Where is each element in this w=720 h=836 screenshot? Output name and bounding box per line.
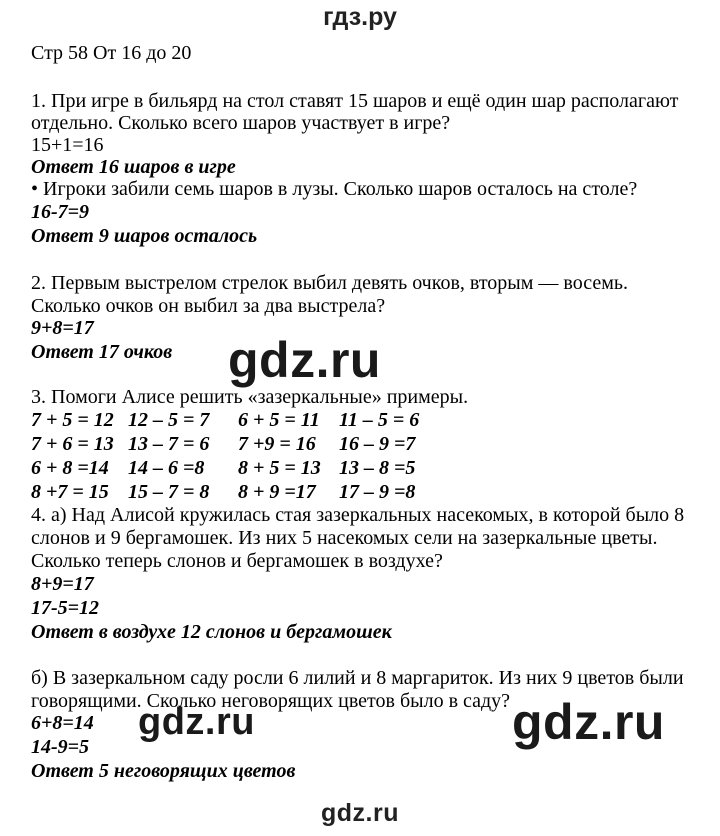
task4b-solution2: 14-9=5 <box>31 736 90 758</box>
example: 6 + 5 = 11 <box>238 409 320 431</box>
task4a-solution2: 17-5=12 <box>31 597 100 619</box>
task4a-text-line1: 4. а) Над Алисой кружилась стая зазеркальных насекомых, в которой было 8 <box>31 504 685 526</box>
task1-bullet-question: • Игроки забили семь шаров в лузы. Сколько шаров осталось на столе? <box>31 178 638 200</box>
task4a-answer: Ответ в воздухе 12 слонов и бергамошек <box>31 621 392 643</box>
task1-bullet-solution: 16-7=9 <box>31 201 90 223</box>
example: 14 – 6 =8 <box>128 457 205 479</box>
task1-bullet-answer: Ответ 9 шаров осталось <box>31 225 258 247</box>
task4a-text-line2: слонов и 9 бергамошек. Из них 5 насекомых сели на зазеркальные цветы. <box>31 527 658 549</box>
example: 16 – 9 =7 <box>339 433 416 455</box>
watermark-middle: gdz.ru <box>228 332 381 388</box>
example: 6 + 8 =14 <box>31 457 109 479</box>
example: 8 + 9 =17 <box>238 481 316 503</box>
watermark-right: gdz.ru <box>512 694 665 750</box>
task4b-answer: Ответ 5 неговорящих цветов <box>31 760 296 782</box>
task2-text-line1: 2. Первым выстрелом стрелок выбил девять очков, вторым — восемь. <box>31 272 628 294</box>
example: 7 +9 = 16 <box>238 433 316 455</box>
page-subtitle: Стр 58 От 16 до 20 <box>31 42 192 64</box>
watermark-left: gdz.ru <box>138 701 255 743</box>
task4b-text-line1: б) В зазеркальном саду росли 6 лилий и 8 маргариток. Из них 9 цветов были <box>31 667 684 689</box>
task1-answer: Ответ 16 шаров в игре <box>31 156 236 178</box>
example: 13 – 8 =5 <box>339 457 416 479</box>
task4a-text-line3: Сколько теперь слонов и бергамошек в воздухе? <box>31 550 443 572</box>
example: 8 + 5 = 13 <box>238 457 321 479</box>
site-header: гдз.ру <box>323 3 397 31</box>
task1-solution: 15+1=16 <box>31 134 104 156</box>
example: 8 +7 = 15 <box>31 481 109 503</box>
watermark-footer: gdz.ru <box>321 799 399 827</box>
task3-text: 3. Помоги Алисе решить «зазеркальные» примеры. <box>31 386 469 408</box>
task4a-solution1: 8+9=17 <box>31 573 94 595</box>
task2-text-line2: Сколько очков он выбил за два выстрела? <box>31 295 386 317</box>
example: 12 – 5 = 7 <box>128 409 210 431</box>
example: 13 – 7 = 6 <box>128 433 210 455</box>
task2-answer: Ответ 17 очков <box>31 341 173 363</box>
example: 11 – 5 = 6 <box>339 409 420 431</box>
task4b-solution1: 6+8=14 <box>31 712 94 734</box>
task1-text-line2: отдельно. Сколько всего шаров участвует в игре? <box>31 112 451 134</box>
example: 7 + 5 = 12 <box>31 409 114 431</box>
example: 15 – 7 = 8 <box>128 481 210 503</box>
example: 7 + 6 = 13 <box>31 433 114 455</box>
task1-text-line1: 1. При игре в бильярд на стол ставят 15 шаров и ещё один шар располагают <box>31 90 679 112</box>
example: 17 – 9 =8 <box>339 481 416 503</box>
task4b-text-line2: говорящими. Сколько неговорящих цветов было в саду? <box>31 690 511 712</box>
task2-solution: 9+8=17 <box>31 317 94 339</box>
